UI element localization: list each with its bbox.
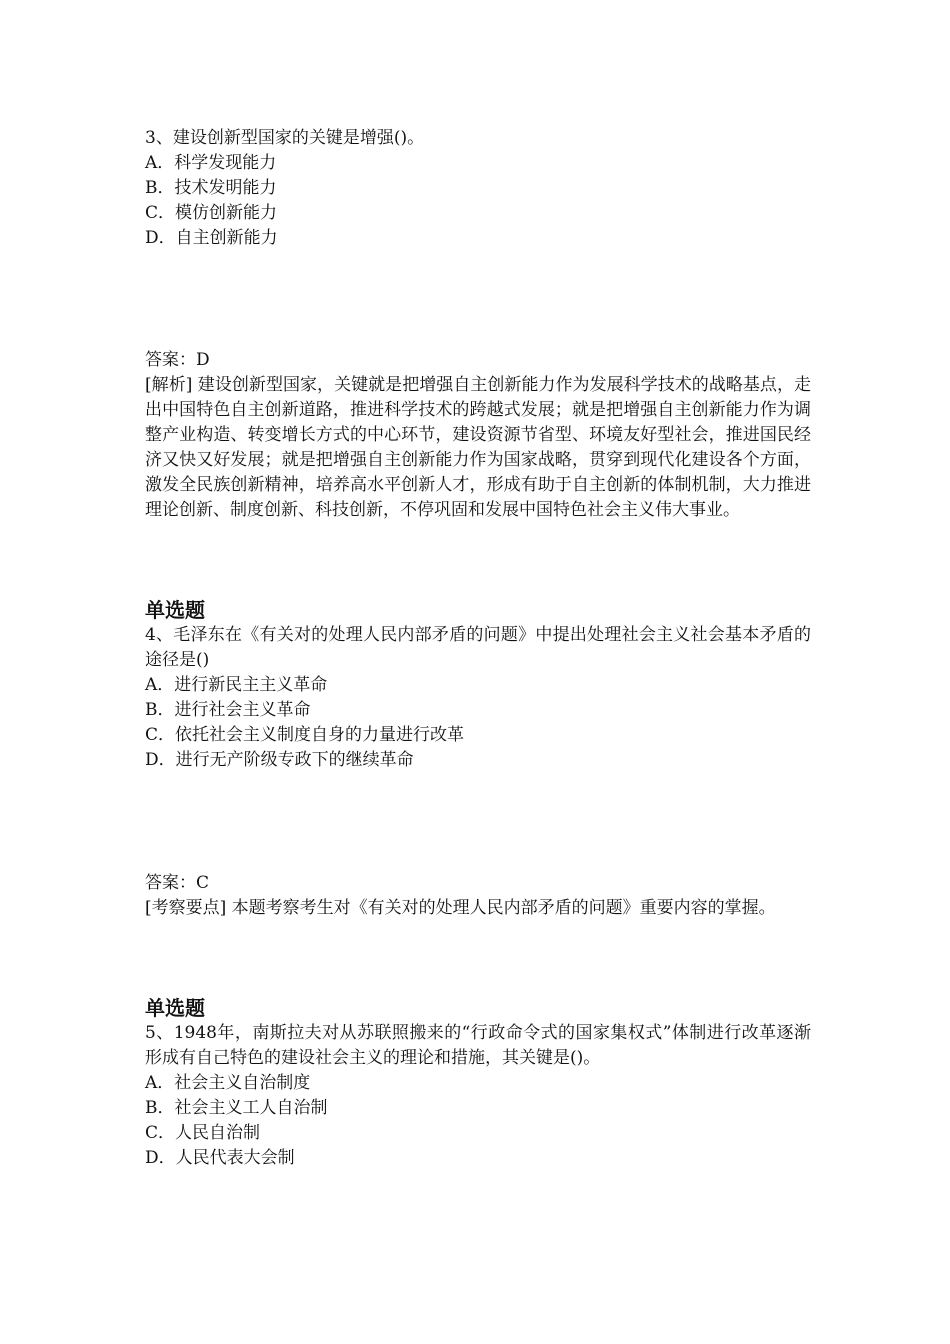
question-3-option-c: C．模仿创新能力 — [145, 203, 278, 223]
question-4 — [145, 597, 825, 773]
question-5-option-a: A．社会主义自治制度 — [145, 1073, 311, 1093]
question-5-type-heading: 单选题 — [145, 996, 205, 1020]
question-3-text: 3、建设创新型国家的关键是增强()。 — [145, 128, 425, 148]
question-5-text: 5、1948年，南斯拉夫对从苏联照搬来的“行政命令式的国家集权式”体制进行改革逐渐形成有自己特色的建设社会主义的理论和措施，其关键是()。 — [145, 1023, 811, 1068]
question-3-option-a: A．科学发现能力 — [145, 153, 277, 173]
question-3-answer: 答案：D — [145, 350, 210, 370]
question-4-type-heading: 单选题 — [145, 598, 205, 622]
question-4-option-a: A．进行新民主主义革命 — [145, 675, 328, 695]
question-3-answer-block — [145, 348, 825, 523]
question-5-option-b: B．社会主义工人自治制 — [145, 1098, 328, 1118]
question-5-option-c: C．人民自治制 — [145, 1123, 261, 1143]
question-4-analysis: [考察要点] 本题考察考生对《有关对的处理人民内部矛盾的问题》重要内容的掌握。 — [145, 898, 776, 918]
question-4-option-d: D．进行无产阶级专政下的继续革命 — [145, 750, 414, 770]
question-4-option-b: B．进行社会主义革命 — [145, 700, 311, 720]
question-3 — [145, 126, 825, 251]
question-4-text: 4、毛泽东在《有关对的处理人民内部矛盾的问题》中提出处理社会主义社会基本矛盾的途径是() — [145, 625, 811, 670]
question-4-option-c: C．依托社会主义制度自身的力量进行改革 — [145, 725, 465, 745]
question-4-answer: 答案：C — [145, 873, 210, 893]
question-4-answer-block — [145, 871, 825, 921]
question-3-option-b: B．技术发明能力 — [145, 178, 277, 198]
question-5-option-d: D．人民代表大会制 — [145, 1148, 295, 1168]
question-3-option-d: D．自主创新能力 — [145, 228, 278, 248]
question-3-analysis: [解析] 建设创新型国家，关键就是把增强自主创新能力作为发展科学技术的战略基点，走出中国特色自主创新道路，推进科学技术的跨越式发展；就是把增强自主创新能力作为调整产业构造、转变增长方式的中心环节，建设资源节省型、环境友好型社会，推进国民经济又快又好发展；就是把增强自主创新能力作为国家战略，贯穿到现代化建设各个方面，激发全民族创新精神，培养高水平创新人才，形成有助于自主创新的体制机制，大力推进理论创新、制度创新、科技创新，不停巩固和发展中国特色社会主义伟大事业。 — [145, 375, 811, 520]
question-5 — [145, 995, 825, 1171]
